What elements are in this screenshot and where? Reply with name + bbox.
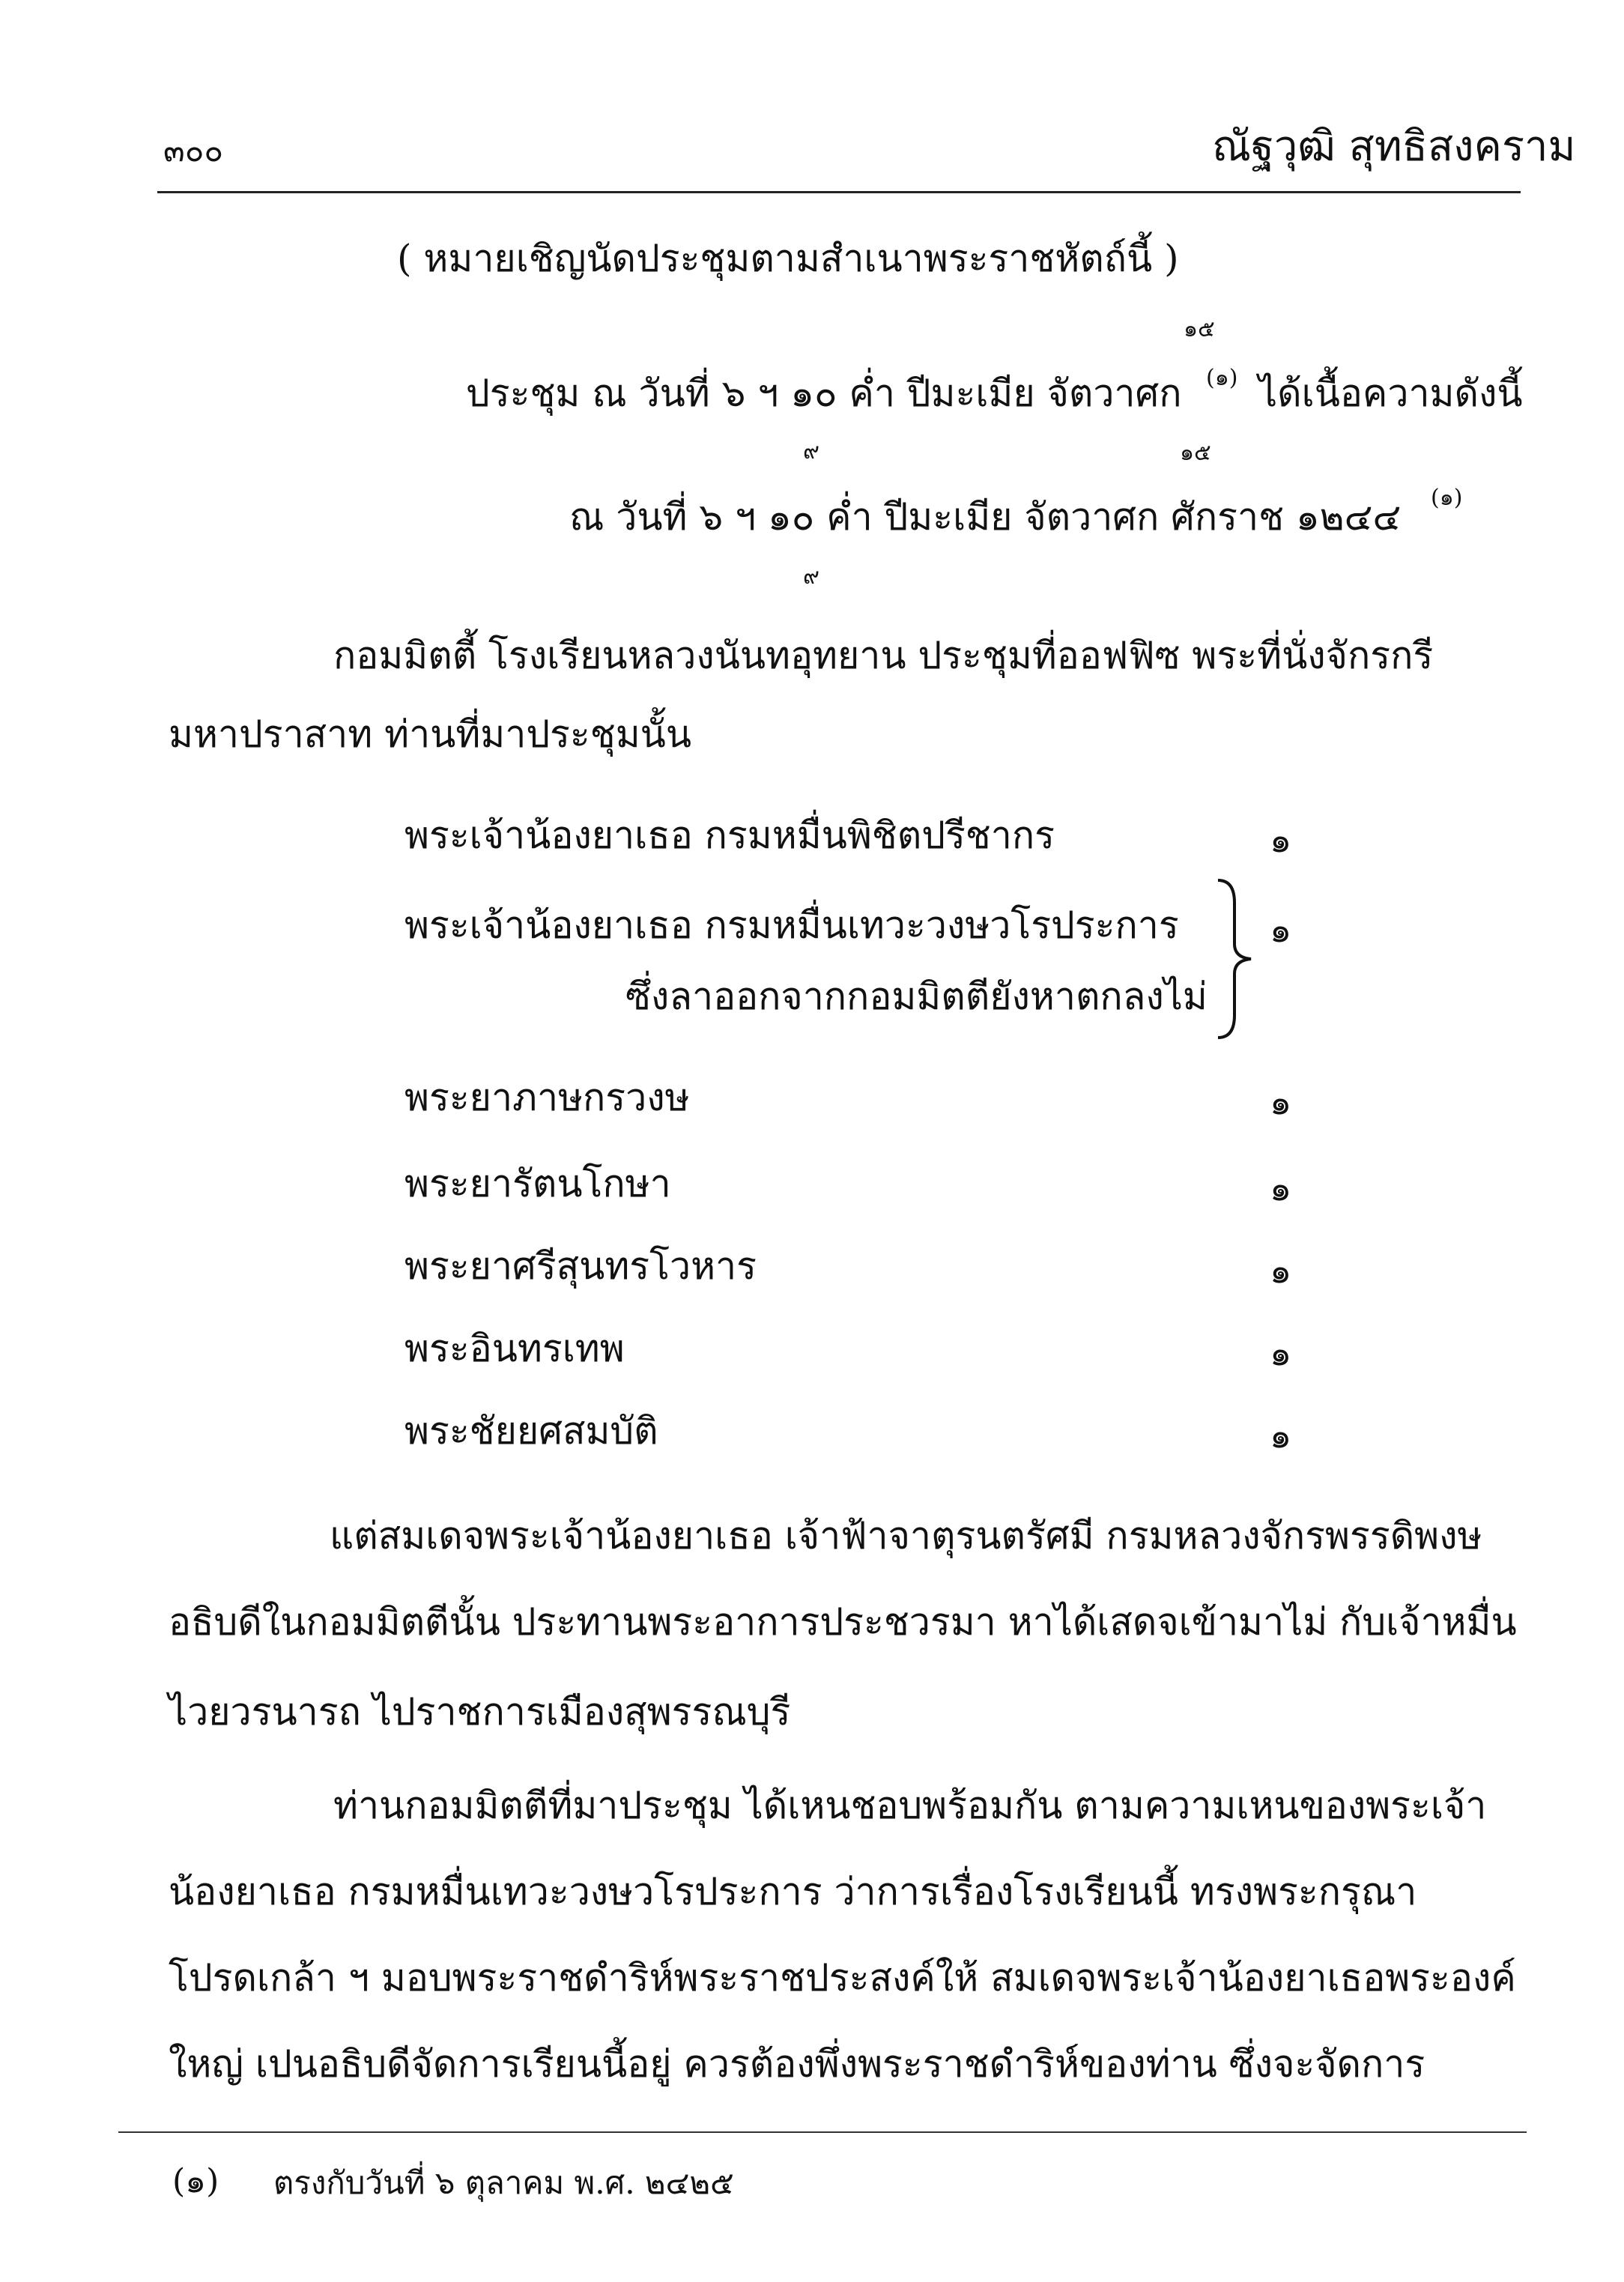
- meeting-line-2-below: ๙: [803, 563, 819, 590]
- attendee-1-count: ๑: [1270, 820, 1292, 860]
- attendee-4-name: พระยารัตนโกษา: [405, 1162, 671, 1205]
- header-rule: [157, 191, 1521, 193]
- paragraph-3-line-2: น้องยาเธอ กรมหมื่นเทวะวงษวโรประการ ว่าการเรื่องโรงเรียนนี้ ทรงพระกรุณา: [169, 1870, 1417, 1913]
- attendee-5-name: พระยาศรีสุนทรโวหาร: [405, 1244, 757, 1288]
- page-number: ๓๐๐: [163, 132, 223, 169]
- footnote-text: ตรงกับวันที่ ๖ ตุลาคม พ.ศ. ๒๔๒๕: [273, 2164, 734, 2201]
- attendee-2-count: ๑: [1270, 910, 1292, 950]
- meeting-line-1-above: ๑๕: [1184, 316, 1215, 342]
- meeting-line-1-below: ๙: [803, 438, 819, 464]
- paragraph-3-line-3: โปรดเกล้า ฯ มอบพระราชดำริห์พระราชประสงค์ให้ สมเดจพระเจ้าน้องยาเธอพระองค์: [169, 1956, 1516, 2000]
- attendee-3-count: ๑: [1270, 1082, 1292, 1122]
- meeting-line-1-tail: ได้เนื้อความดังนี้: [1258, 372, 1523, 415]
- note-title: ( หมายเชิญนัดประชุมตามสำเนาพระราชหัตถ์นี้ ): [397, 237, 1179, 280]
- attendee-7-name: พระชัยยศสมบัติ: [405, 1409, 658, 1453]
- attendee-5-count: ๑: [1270, 1250, 1292, 1291]
- meeting-line-2-fnref: (๑): [1431, 485, 1463, 511]
- attendee-7-count: ๑: [1270, 1415, 1292, 1456]
- paragraph-3-line-4: ใหญ่ เปนอธิบดีจัดการเรียนนี้อยู่ ควรต้องพึ่งพระราชดำริห์ของท่าน ซึ่งจะจัดการ: [169, 2042, 1425, 2086]
- attendee-1-name: พระเจ้าน้องยาเธอ กรมหมื่นพิชิตปรีชากร: [405, 814, 1055, 857]
- attendee-4-count: ๑: [1270, 1168, 1292, 1208]
- attendee-3-name: พระยาภาษกรวงษ: [405, 1076, 690, 1119]
- meeting-line-2: ณ วันที่ ๖ ฯ ๑๐ ค่ำ ปีมะเมีย จัตวาศก ศักราช ๑๒๔๔: [569, 495, 1402, 539]
- footnote-marker: (๑): [172, 2162, 219, 2200]
- paragraph-1-line-1: กอมมิตตี้ โรงเรียนหลวงนันทอุทยาน ประชุมที่ออฟฟิซ พระที่นั่งจักรกรี: [333, 634, 1434, 677]
- footnote-rule: [118, 2131, 1527, 2133]
- paragraph-3-line-1: ท่านกอมมิตตีที่มาประชุม ได้เหนชอบพร้อมกัน ตามความเหนของพระเจ้า: [333, 1784, 1487, 1827]
- paragraph-2-line-2: อธิบดีในกอมมิตตีนั้น ประทานพระอาการประชวรมา หาได้เสดจเข้ามาไม่ กับเจ้าหมื่น: [169, 1600, 1517, 1644]
- paragraph-2-line-1: แต่สมเดจพระเจ้าน้องยาเธอ เจ้าฟ้าจาตุรนตรัศมี กรมหลวงจักรพรรดิพงษ: [330, 1514, 1482, 1558]
- brace-icon: [1212, 877, 1257, 1041]
- paragraph-2-line-3: ไวยวรนารถ ไปราชการเมืองสุพรรณบุรี: [169, 1690, 791, 1734]
- meeting-line-1: ประชุม ณ วันที่ ๖ ฯ ๑๐ ค่ำ ปีมะเมีย จัตวาศก: [466, 372, 1182, 415]
- attendee-6-count: ๑: [1270, 1333, 1292, 1373]
- attendee-2-name: พระเจ้าน้องยาเธอ กรมหมื่นเทวะวงษวโรประการ: [405, 904, 1179, 947]
- running-title: ณัฐวุฒิ สุทธิสงคราม: [1212, 122, 1576, 171]
- attendee-6-name: พระอินทรเทพ: [405, 1327, 625, 1370]
- meeting-line-1-fnref: (๑): [1206, 365, 1238, 391]
- meeting-line-2-above: ๑๕: [1180, 440, 1211, 466]
- attendee-2-note: ซึ่งลาออกจากกอมมิตตียังหาตกลงไม่: [625, 975, 1208, 1018]
- paragraph-1-line-2: มหาปราสาท ท่านที่มาประชุมนั้น: [169, 712, 692, 756]
